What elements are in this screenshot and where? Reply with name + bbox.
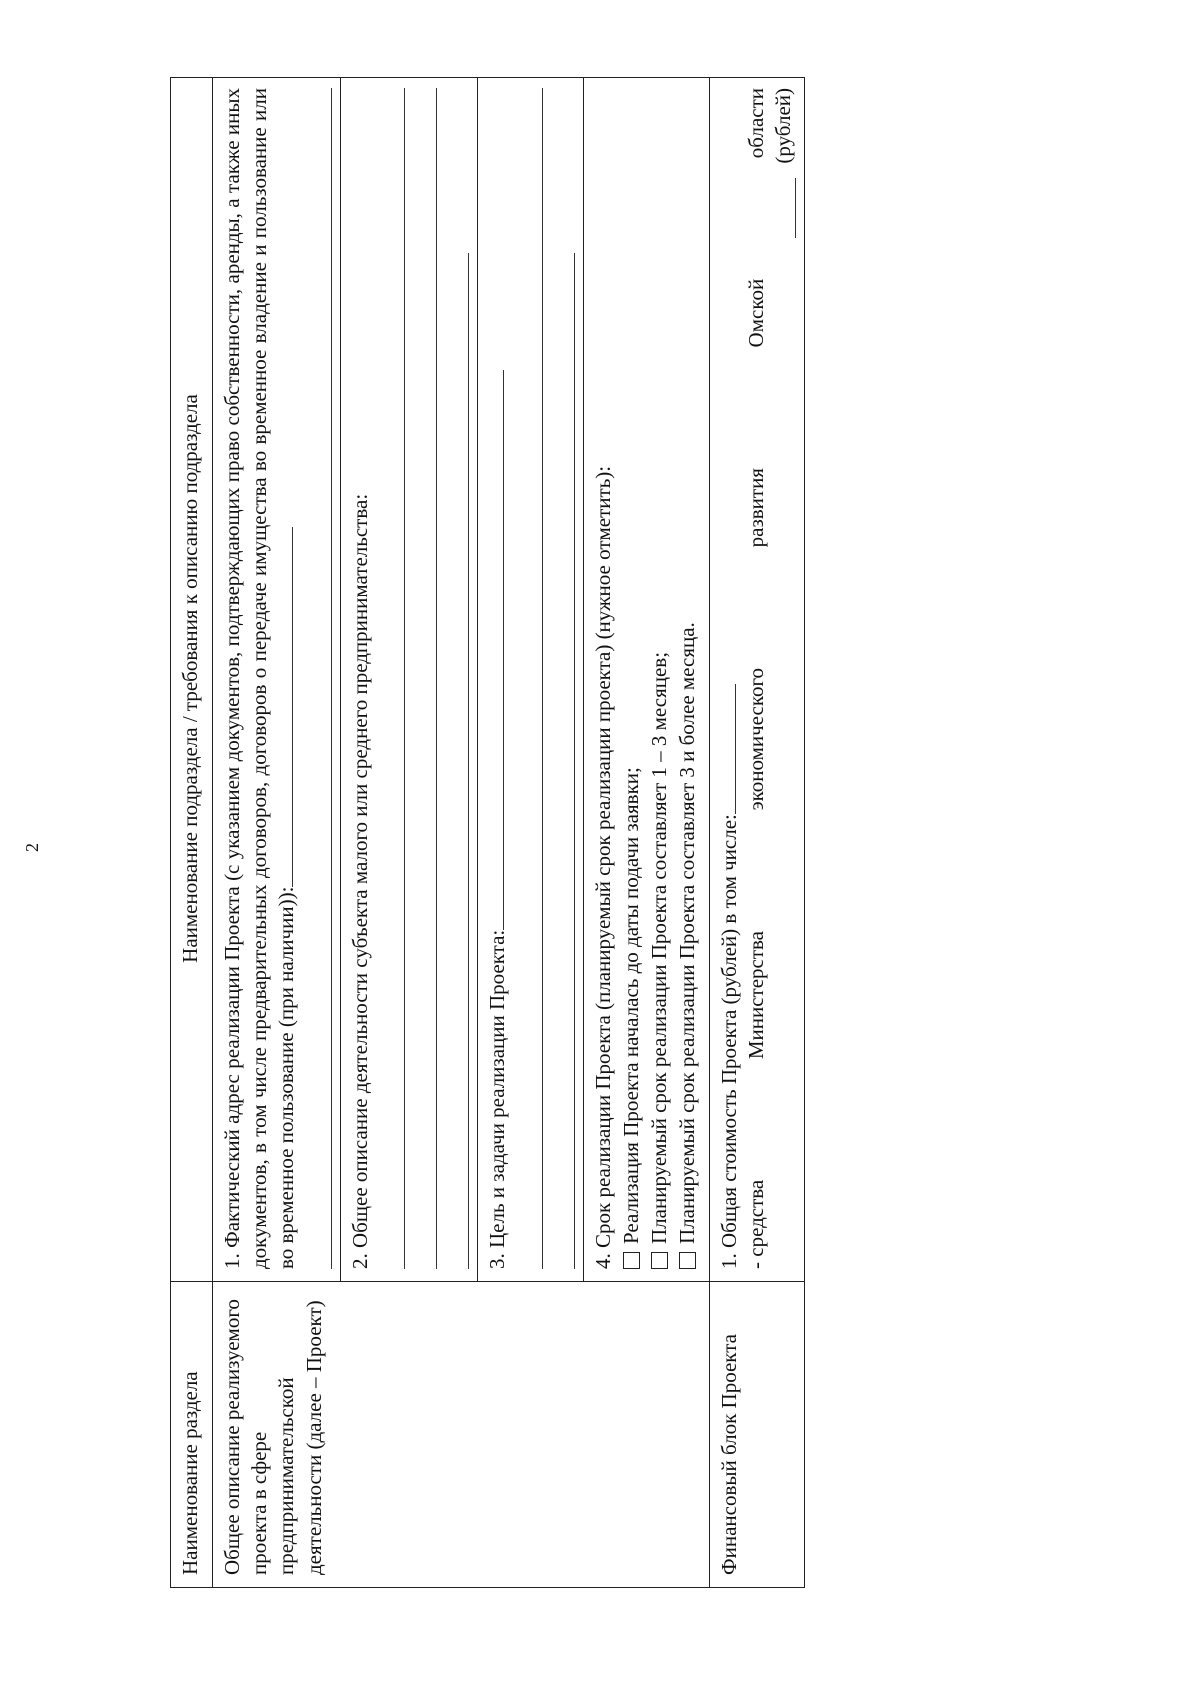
finance-word: Министерства bbox=[743, 931, 768, 1060]
subsection-address bbox=[212, 78, 340, 1282]
finance-word: Омской bbox=[743, 278, 768, 348]
goals-fill-line[interactable] bbox=[543, 253, 575, 1269]
subsection-finance bbox=[709, 78, 805, 1282]
checkbox[interactable] bbox=[651, 1252, 668, 1269]
finance-total-text: 1. Общая стоимость Проекта (рублей) в том числе: bbox=[716, 814, 741, 1269]
address-fill-line[interactable] bbox=[276, 527, 293, 887]
finance-ministry-amount bbox=[770, 88, 797, 1269]
timeline-option-label: Планируемый срок реализации Проекта составляет 3 и более месяца. bbox=[674, 622, 699, 1244]
timeline-option[interactable] bbox=[646, 88, 673, 1269]
goals-fill-line[interactable] bbox=[487, 370, 504, 930]
subsection-goals bbox=[478, 78, 584, 1282]
timeline-option-label: Реализация Проекта началась до даты подачи заявки; bbox=[619, 767, 644, 1244]
finance-ministry-line bbox=[743, 88, 770, 1269]
timeline-option[interactable] bbox=[674, 88, 701, 1269]
timeline-option-label: Планируемый срок реализации Проекта составляет 1 – 3 месяцев; bbox=[647, 651, 671, 1244]
subsection-timeline bbox=[584, 78, 710, 1282]
finance-word: области bbox=[743, 88, 768, 159]
column-header-subsection: Наименование подраздела / требования к описанию подраздела bbox=[171, 78, 213, 1282]
finance-word: - средства bbox=[743, 1179, 768, 1269]
address-fill-line[interactable] bbox=[300, 88, 332, 1269]
timeline-option[interactable] bbox=[618, 88, 645, 1269]
form-table-rotated bbox=[170, 78, 1115, 1588]
subsection-activity bbox=[340, 78, 478, 1282]
checkbox[interactable] bbox=[623, 1252, 640, 1269]
activity-fill-line[interactable] bbox=[437, 253, 469, 1269]
finance-word: экономического bbox=[743, 667, 768, 811]
activity-fill-line[interactable] bbox=[405, 88, 437, 1269]
header-row bbox=[171, 78, 213, 1588]
checkbox[interactable] bbox=[679, 1252, 696, 1269]
section-row-finance bbox=[709, 78, 805, 1588]
subsection-address-text: 1. Фактический адрес реализации Проекта (с указанием документов, подтверждающих право собственности, аренды, а также иных документов, в том числе предварительных договоров, договоров о передаче имущества во временное владение и пользование или во временное пользование (при наличии)): bbox=[219, 88, 298, 1269]
section-name-finance: Финансовый блок Проекта bbox=[709, 1282, 805, 1588]
page-number: 2 bbox=[22, 843, 42, 852]
finance-total-fill-line[interactable] bbox=[719, 684, 736, 814]
subsection-activity-text: 2. Общее описание деятельности субъекта малого или среднего предпринимательства: bbox=[347, 493, 372, 1269]
subsection-goals-text: 3. Цель и задачи реализации Проекта: bbox=[485, 929, 510, 1269]
finance-ministry-fill-line[interactable] bbox=[779, 178, 796, 238]
section-row-general bbox=[212, 78, 340, 1588]
column-header-section: Наименование раздела bbox=[171, 1282, 213, 1588]
finance-word: развития bbox=[743, 468, 768, 548]
section-name-general: Общее описание реализуемого проекта в сфере предпринимательской деятельности (далее – Проект) bbox=[212, 1282, 709, 1588]
goals-fill-line[interactable] bbox=[511, 88, 543, 1269]
finance-currency-label: (рублей) bbox=[770, 88, 795, 164]
activity-fill-line[interactable] bbox=[373, 88, 405, 1269]
project-description-table bbox=[170, 77, 805, 1588]
subsection-timeline-title: 4. Срок реализации Проекта (планируемый срок реализации проекта) (нужное отметить): bbox=[591, 465, 616, 1269]
